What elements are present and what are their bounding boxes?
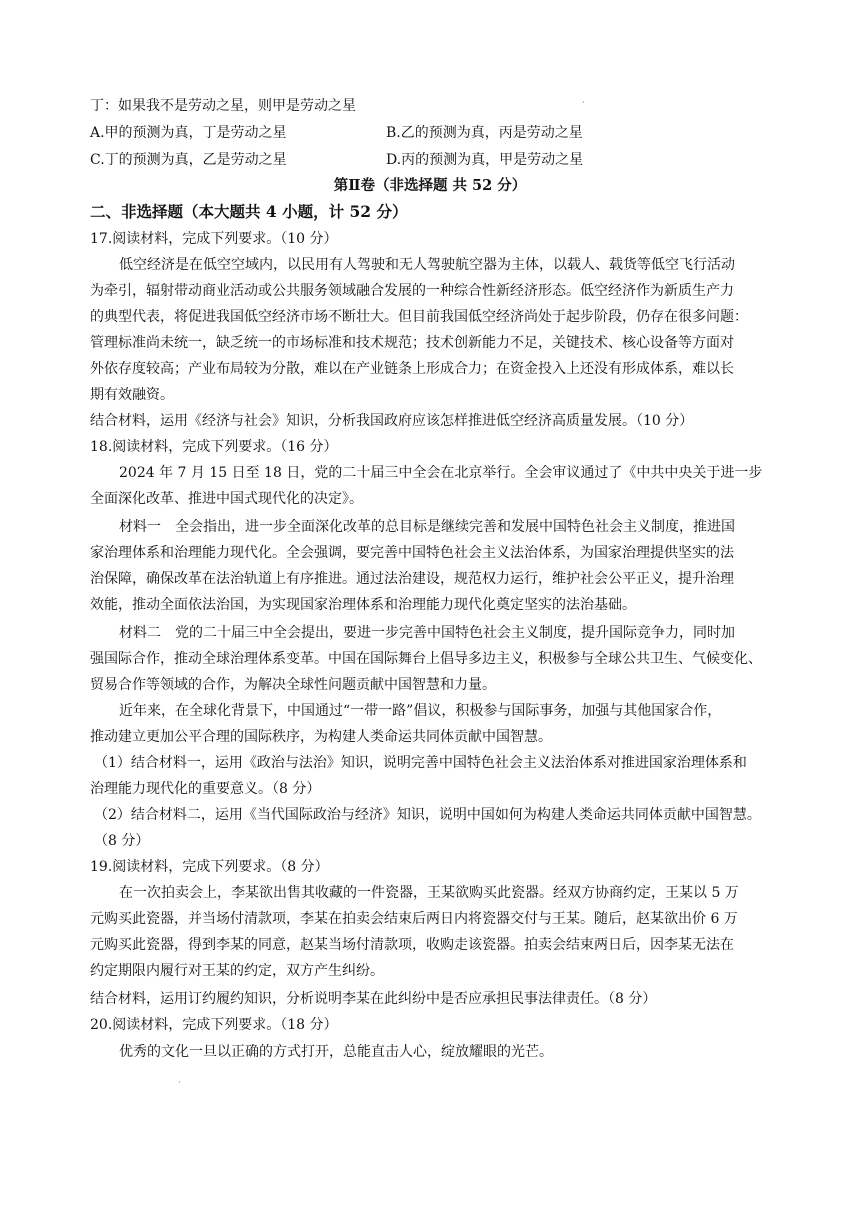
option-b: B.乙的预测为真，丙是劳动之星 [386,125,583,141]
q19-paragraph-line: 约定期限内履行对王某的约定，双方产生纠纷。 [90,963,384,979]
q18-task-one: （1）结合材料一，运用《政治与法治》知识，说明完善中国特色社会主义法治体系对推进国家治理体系和 [94,755,747,771]
q19-paragraph-line: 元购买此瓷器，并当场付清款项，李某在拍卖会结束后两日内将瓷器交付与王某。随后，赵某欲出价 6 万 [90,911,738,927]
q18-material-two-line: 贸易合作等领域的合作，为解决全球性问题贡献中国智慧和力量。 [90,677,496,693]
option-c: C.丁的预测为真，乙是劳动之星 [90,152,287,168]
q18-task-two: （2）结合材料二，运用《当代国际政治与经济》知识，说明中国如何为构建人类命运共同体贡献中国智慧。 [94,807,761,823]
q17-paragraph-line: 为牵引，辐射带动商业活动或公共服务领域融合发展的一种综合性新经济形态。低空经济作为新质生产力 [90,283,734,299]
q18-intro-line: 2024 年 7 月 15 日至 18 日，党的二十届三中全会在北京举行。全会审议通过了《中共中央关于进一步 [119,465,763,481]
stray-mark: · [178,1078,181,1087]
option-d: D.丙的预测为真，甲是劳动之星 [386,152,584,168]
q17-paragraph-line: 期有效融资。 [90,387,174,403]
q17-paragraph-line: 管理标准尚未统一，缺乏统一的市场标准和技术规范；技术创新能力不足，关键技术、核心设备等方面对 [90,335,734,351]
q19-paragraph-line: 元购买此瓷器，得到李某的同意，赵某当场付清款项，收购走该瓷器。拍卖会结束两日后，因李某无法在 [90,937,734,953]
q18-material-two-line: 材料二 党的二十届三中全会提出，要进一步完善中国特色社会主义制度，提升国际竞争力，同时加 [119,625,735,641]
q18-intro-line: 全面深化改革、推进中国式现代化的决定》。 [90,491,363,507]
q18-heading: 18.阅读材料，完成下列要求。（16 分） [90,439,338,455]
q18-context-line: 推动建立更加公平合理的国际秩序，为构建人类命运共同体贡献中国智慧。 [90,729,552,745]
q18-material-two-line: 强国际合作，推动全球治理体系变革。中国在国际舞台上倡导多边主义，积极参与全球公共卫生、气候变化、 [90,651,762,667]
q17-paragraph-line: 的典型代表，将促进我国低空经济市场不断壮大。但目前我国低空经济尚处于起步阶段，仍存在很多问题： [90,309,748,325]
q17-paragraph-line: 外依存度较高；产业布局较为分散，难以在产业链条上形成合力；在资金投入上还没有形成体系，难以长 [90,361,734,377]
q17-heading: 17.阅读材料，完成下列要求。（10 分） [90,231,338,247]
stray-mark: · [582,98,585,107]
q18-material-one-line: 效能，推动全面依法治国，为实现国家治理体系和治理能力现代化奠定坚实的法治基础。 [90,597,636,613]
q18-context-line: 近年来，在全球化背景下，中国通过“一带一路”倡议，积极参与国际事务，加强与其他国家合作， [119,703,722,719]
ding-prediction: 丁：如果我不是劳动之星，则甲是劳动之星 [90,98,356,114]
q20-paragraph-line: 优秀的文化一旦以正确的方式打开，总能直击人心，绽放耀眼的光芒。 [119,1044,553,1060]
q17-task: 结合材料，运用《经济与社会》知识，分析我国政府应该怎样推进低空经济高质量发展。（10 分） [90,413,694,429]
q18-material-one-line: 家治理体系和治理能力现代化。全会强调，要完善中国特色社会主义法治体系，为国家治理提供坚实的法 [90,545,734,561]
part-two-title: 第Ⅱ卷（非选择题 共 52 分） [333,177,527,194]
q20-heading: 20.阅读材料，完成下列要求。（18 分） [90,1017,338,1033]
q18-task-one: 治理能力现代化的重要意义。（8 分） [90,781,321,797]
q19-paragraph-line: 在一次拍卖会上，李某欲出售其收藏的一件瓷器，王某欲购买此瓷器。经双方协商约定，王某以 5 万 [119,885,739,901]
q19-heading: 19.阅读材料，完成下列要求。（8 分） [90,859,329,875]
section-title: 二、非选择题（本大题共 4 小题，计 52 分） [90,202,408,221]
q19-task: 结合材料，运用订约履约知识，分析说明李某在此纠纷中是否应承担民事法律责任。（8 分） [90,991,657,1007]
q18-material-one-line: 治保障，确保改革在法治轨道上有序推进。通过法治建设，规范权力运行，维护社会公平正义，提升治理 [90,571,734,587]
option-a: A.甲的预测为真，丁是劳动之星 [90,125,287,141]
q18-material-one-line: 材料一 全会指出，进一步全面深化改革的总目标是继续完善和发展中国特色社会主义制度，推进国 [119,519,735,535]
q18-task-two: （8 分） [94,833,150,849]
q17-paragraph-line: 低空经济是在低空空域内，以民用有人驾驶和无人驾驶航空器为主体，以载人、载货等低空飞行活动 [119,257,735,273]
